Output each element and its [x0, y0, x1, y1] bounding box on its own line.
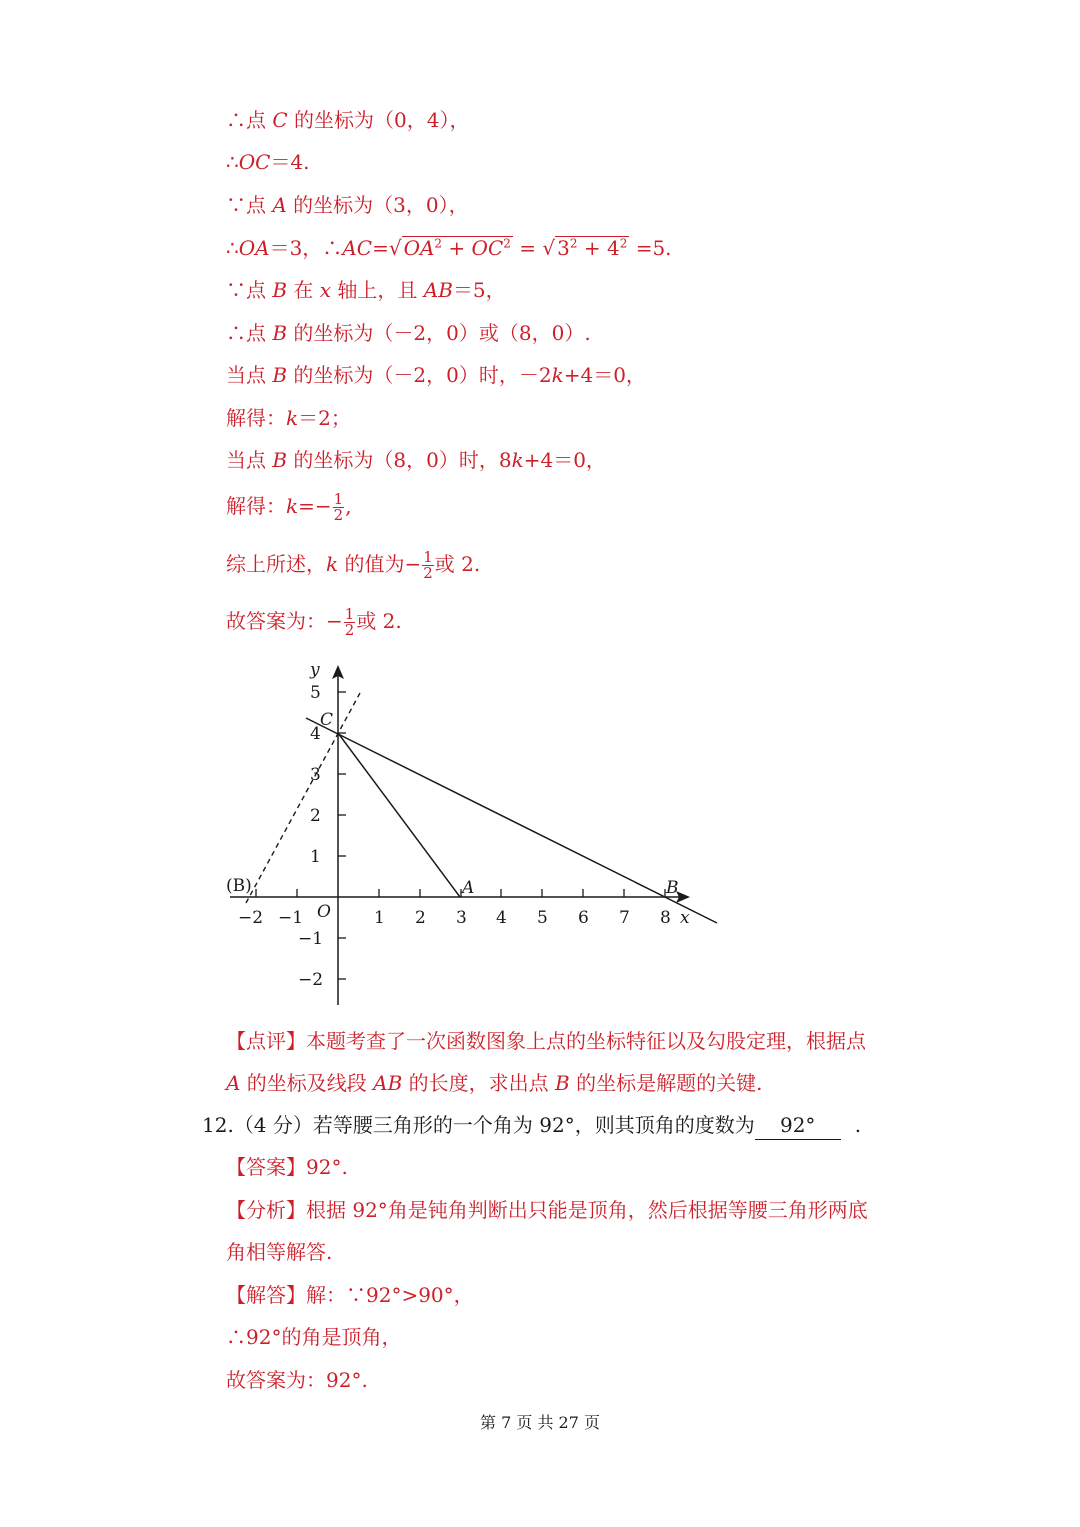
x-tick-label: −2	[238, 908, 264, 928]
denominator: 2	[333, 506, 344, 524]
text: 的值为−	[338, 552, 422, 576]
exp: 2	[434, 236, 443, 251]
x-tick-label: 5	[537, 908, 548, 928]
text: =	[512, 236, 543, 260]
text: 角相等解答.	[226, 1240, 333, 1264]
question-text: 若等腰三角形的一个角为 92°，则其顶角的度数为	[312, 1113, 755, 1137]
denominator: 2	[423, 564, 433, 582]
sol-line-1	[226, 106, 469, 134]
var: x	[319, 278, 332, 302]
text: ∵点	[226, 193, 273, 217]
analysis-line-2	[226, 1238, 332, 1266]
question-12	[202, 1111, 861, 1140]
text: ∴点	[226, 108, 273, 132]
y-tick-label: 2	[310, 806, 321, 826]
text: =−	[298, 494, 332, 518]
text: 的坐标为（0，4），	[287, 108, 470, 132]
origin-label: O	[317, 902, 331, 922]
point-label-c: C	[320, 710, 334, 730]
comment-line-1	[226, 1027, 866, 1055]
var-c: C	[272, 108, 288, 132]
text: 解：∵92°>90°，	[306, 1283, 474, 1307]
text: +4＝0，	[523, 448, 606, 472]
var: B	[555, 1071, 570, 1095]
var: OA	[238, 236, 270, 260]
numerator: 1	[333, 490, 344, 508]
text: ＝2；	[298, 406, 351, 430]
var: B	[272, 448, 288, 472]
y-tick-label: 5	[310, 683, 321, 703]
sol-line-6	[226, 319, 591, 347]
var: B	[272, 321, 288, 345]
var: AB	[373, 1071, 403, 1095]
sol-line-8	[226, 404, 351, 432]
point-label-a: A	[462, 878, 475, 898]
text: 或 2.	[434, 552, 481, 576]
text: 轴上，且	[331, 278, 424, 302]
var-oc: OC	[238, 150, 271, 174]
sqrt-body-2	[555, 236, 629, 259]
text: 故答案为：92°.	[226, 1368, 368, 1392]
exp: 2	[569, 236, 578, 251]
x-tick-label: 2	[415, 908, 426, 928]
x-tick-label: 7	[619, 908, 630, 928]
sqrt-body-1	[402, 236, 513, 259]
text: ∴点	[226, 321, 273, 345]
line-cb	[306, 718, 717, 923]
sol-line-2	[226, 148, 310, 176]
var: B	[272, 278, 288, 302]
y-tick-label: 4	[310, 724, 321, 744]
var: k	[326, 552, 339, 576]
sol-line-5	[226, 276, 506, 304]
analysis-line-1	[226, 1196, 868, 1224]
var: OC	[471, 236, 504, 260]
text: 的坐标为（3，0），	[286, 193, 469, 217]
exp: 2	[503, 236, 511, 251]
text: 的长度，求出点	[402, 1071, 556, 1095]
fraction	[333, 492, 345, 523]
var: k	[286, 406, 299, 430]
x-tick-label: 4	[496, 908, 507, 928]
text: 3	[557, 236, 570, 260]
x-tick-label: −1	[278, 908, 304, 928]
text: 当点	[226, 448, 273, 472]
text: 在	[287, 278, 320, 302]
var: k	[511, 448, 524, 472]
dashed-line-cb2	[246, 693, 360, 903]
text: ＝5，	[452, 278, 506, 302]
var: AB	[423, 278, 453, 302]
var: A	[226, 1071, 241, 1095]
fraction	[344, 607, 356, 638]
text: ∴92°的角是顶角，	[226, 1325, 402, 1349]
text: =	[372, 236, 389, 260]
text: 解得：	[226, 406, 286, 430]
sol-line-4	[226, 234, 672, 262]
numerator: 1	[423, 548, 433, 566]
sol-line-12	[226, 607, 402, 638]
point-label-b: B	[666, 878, 679, 898]
text: 当点	[226, 363, 273, 387]
text: 根据 92°角是钝角判断出只能是顶角，然后根据等腰三角形两底	[306, 1198, 868, 1222]
text: .	[854, 1113, 862, 1137]
text: ∴	[226, 236, 239, 260]
y-tick-label: 1	[310, 847, 321, 867]
text: ∵点	[226, 278, 273, 302]
x-tick-label: 8	[660, 908, 671, 928]
segment-ca	[338, 733, 460, 897]
text: 的坐标及线段	[240, 1071, 374, 1095]
answer-blank: 92°	[755, 1111, 841, 1140]
point-label-b-alt: (B)	[226, 876, 252, 896]
text: 92°.	[306, 1155, 348, 1179]
solve-line-2	[226, 1323, 401, 1351]
solve-tag: 【解答】	[226, 1283, 306, 1307]
text: +4＝0，	[563, 363, 646, 387]
solve-line-3	[226, 1366, 368, 1394]
y-tick-label: −1	[298, 929, 324, 949]
text: +	[442, 236, 472, 260]
sol-line-10	[226, 492, 352, 523]
text: ＝4.	[270, 150, 310, 174]
answer-line	[226, 1153, 348, 1181]
text: 的坐标是解题的关键.	[569, 1071, 763, 1095]
sol-line-7	[226, 361, 646, 389]
text: =5.	[629, 236, 672, 260]
question-points: （4 分）	[233, 1113, 313, 1137]
text: + 4	[577, 236, 620, 260]
text: 的坐标为（－2，0）时，－2	[287, 363, 552, 387]
analysis-tag: 【分析】	[226, 1198, 306, 1222]
text: ∴	[226, 150, 239, 174]
text: 的坐标为（8，0）时，8	[287, 448, 512, 472]
var: k	[551, 363, 564, 387]
sol-line-11	[226, 550, 480, 581]
comment-line-2	[226, 1069, 762, 1097]
text: 故答案为：−	[226, 609, 343, 633]
var: B	[272, 363, 288, 387]
x-tick-label: 1	[374, 908, 385, 928]
sol-line-9	[226, 446, 606, 474]
coordinate-graph	[220, 655, 730, 1015]
exp: 2	[619, 236, 628, 251]
question-number: 12.	[202, 1113, 234, 1137]
var-a: A	[272, 193, 287, 217]
x-tick-label: 3	[456, 908, 467, 928]
page-footer: 第 7 页 共 27 页	[480, 1413, 600, 1432]
sol-line-3	[226, 191, 469, 219]
text: 本题考查了一次函数图象上点的坐标特征以及勾股定理，根据点	[306, 1029, 866, 1053]
y-tick-label: −2	[298, 970, 324, 990]
text: ＝3，∴	[269, 236, 343, 260]
answer-tag: 【答案】	[226, 1155, 306, 1179]
denominator: 2	[344, 621, 355, 639]
text: 或 2.	[356, 609, 402, 633]
solve-line-1	[226, 1281, 474, 1309]
text: ,	[345, 494, 352, 518]
y-axis-label: y	[310, 660, 320, 680]
sqrt-sign: √	[542, 236, 556, 260]
text: 综上所述，	[226, 552, 326, 576]
text: 解得：	[226, 494, 286, 518]
x-tick-label: 6	[578, 908, 589, 928]
var: AC	[342, 236, 373, 260]
y-tick-label: 3	[310, 765, 321, 785]
text: 的坐标为（－2，0）或（8，0）.	[287, 321, 591, 345]
var: OA	[403, 236, 435, 260]
numerator: 1	[344, 605, 355, 623]
comment-tag: 【点评】	[226, 1029, 306, 1053]
fraction	[422, 550, 434, 581]
x-axis-label: x	[680, 908, 690, 928]
var: k	[286, 494, 299, 518]
sqrt-sign: √	[388, 236, 402, 260]
